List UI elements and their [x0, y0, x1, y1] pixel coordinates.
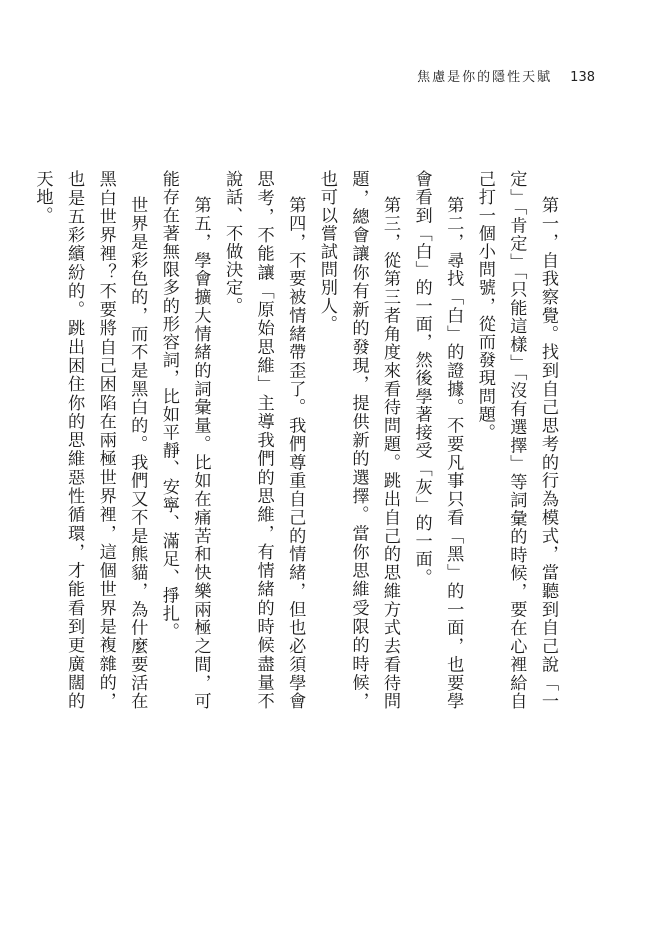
paragraph-step-five: 第五，學會擴大情緒的詞彙量。比如在痛苦和快樂兩極之間，可能存在著無限多的形容詞，比如平靜、安寧、滿足、掙扎。 — [158, 170, 211, 710]
page-number: 138 — [570, 70, 595, 85]
paragraph-step-two: 第二，尋找「白」的證據。不要凡事只看「黑」的一面，也要學會看到「白」的一面，然後學著接受「灰」的一面。 — [411, 170, 464, 710]
paragraph-conclusion: 世界是彩色的，而不是黑白的。我們又不是熊貓，為什麼要活在黑白世界裡？不要將自己困陷在兩極世界裡，這個世界是複雜的，也是五彩繽紛的。跳出困住你的思維惡性循環，才能看到更廣闊的天地。 — [32, 170, 148, 710]
paragraph-step-three: 第三，從第三者角度來看待問題。跳出自己的思維方式去看待問題，總會讓你有新的發現，提供新的選擇。當你思維受限的時候，也可以嘗試問別人。 — [316, 170, 401, 710]
book-title: 焦慮是你的隱性天賦 — [417, 70, 553, 85]
body-text — [32, 170, 563, 710]
paragraph-step-four: 第四，不要被情緒帶歪了。我們尊重自己的情緒，但也必須學會思考，不能讓「原始思維」主導我們的思維，有情緒的時候盡量不說話、不做決定。 — [222, 170, 306, 710]
paragraph-step-one: 第一，自我察覺。找到自己思考的行為模式，當聽到自己說「一定」「肯定」「只能這樣」「沒有選擇」等詞彙的時候，要在心裡給自己打一個小問號，從而發現問題。 — [474, 170, 558, 710]
running-header — [417, 66, 595, 85]
